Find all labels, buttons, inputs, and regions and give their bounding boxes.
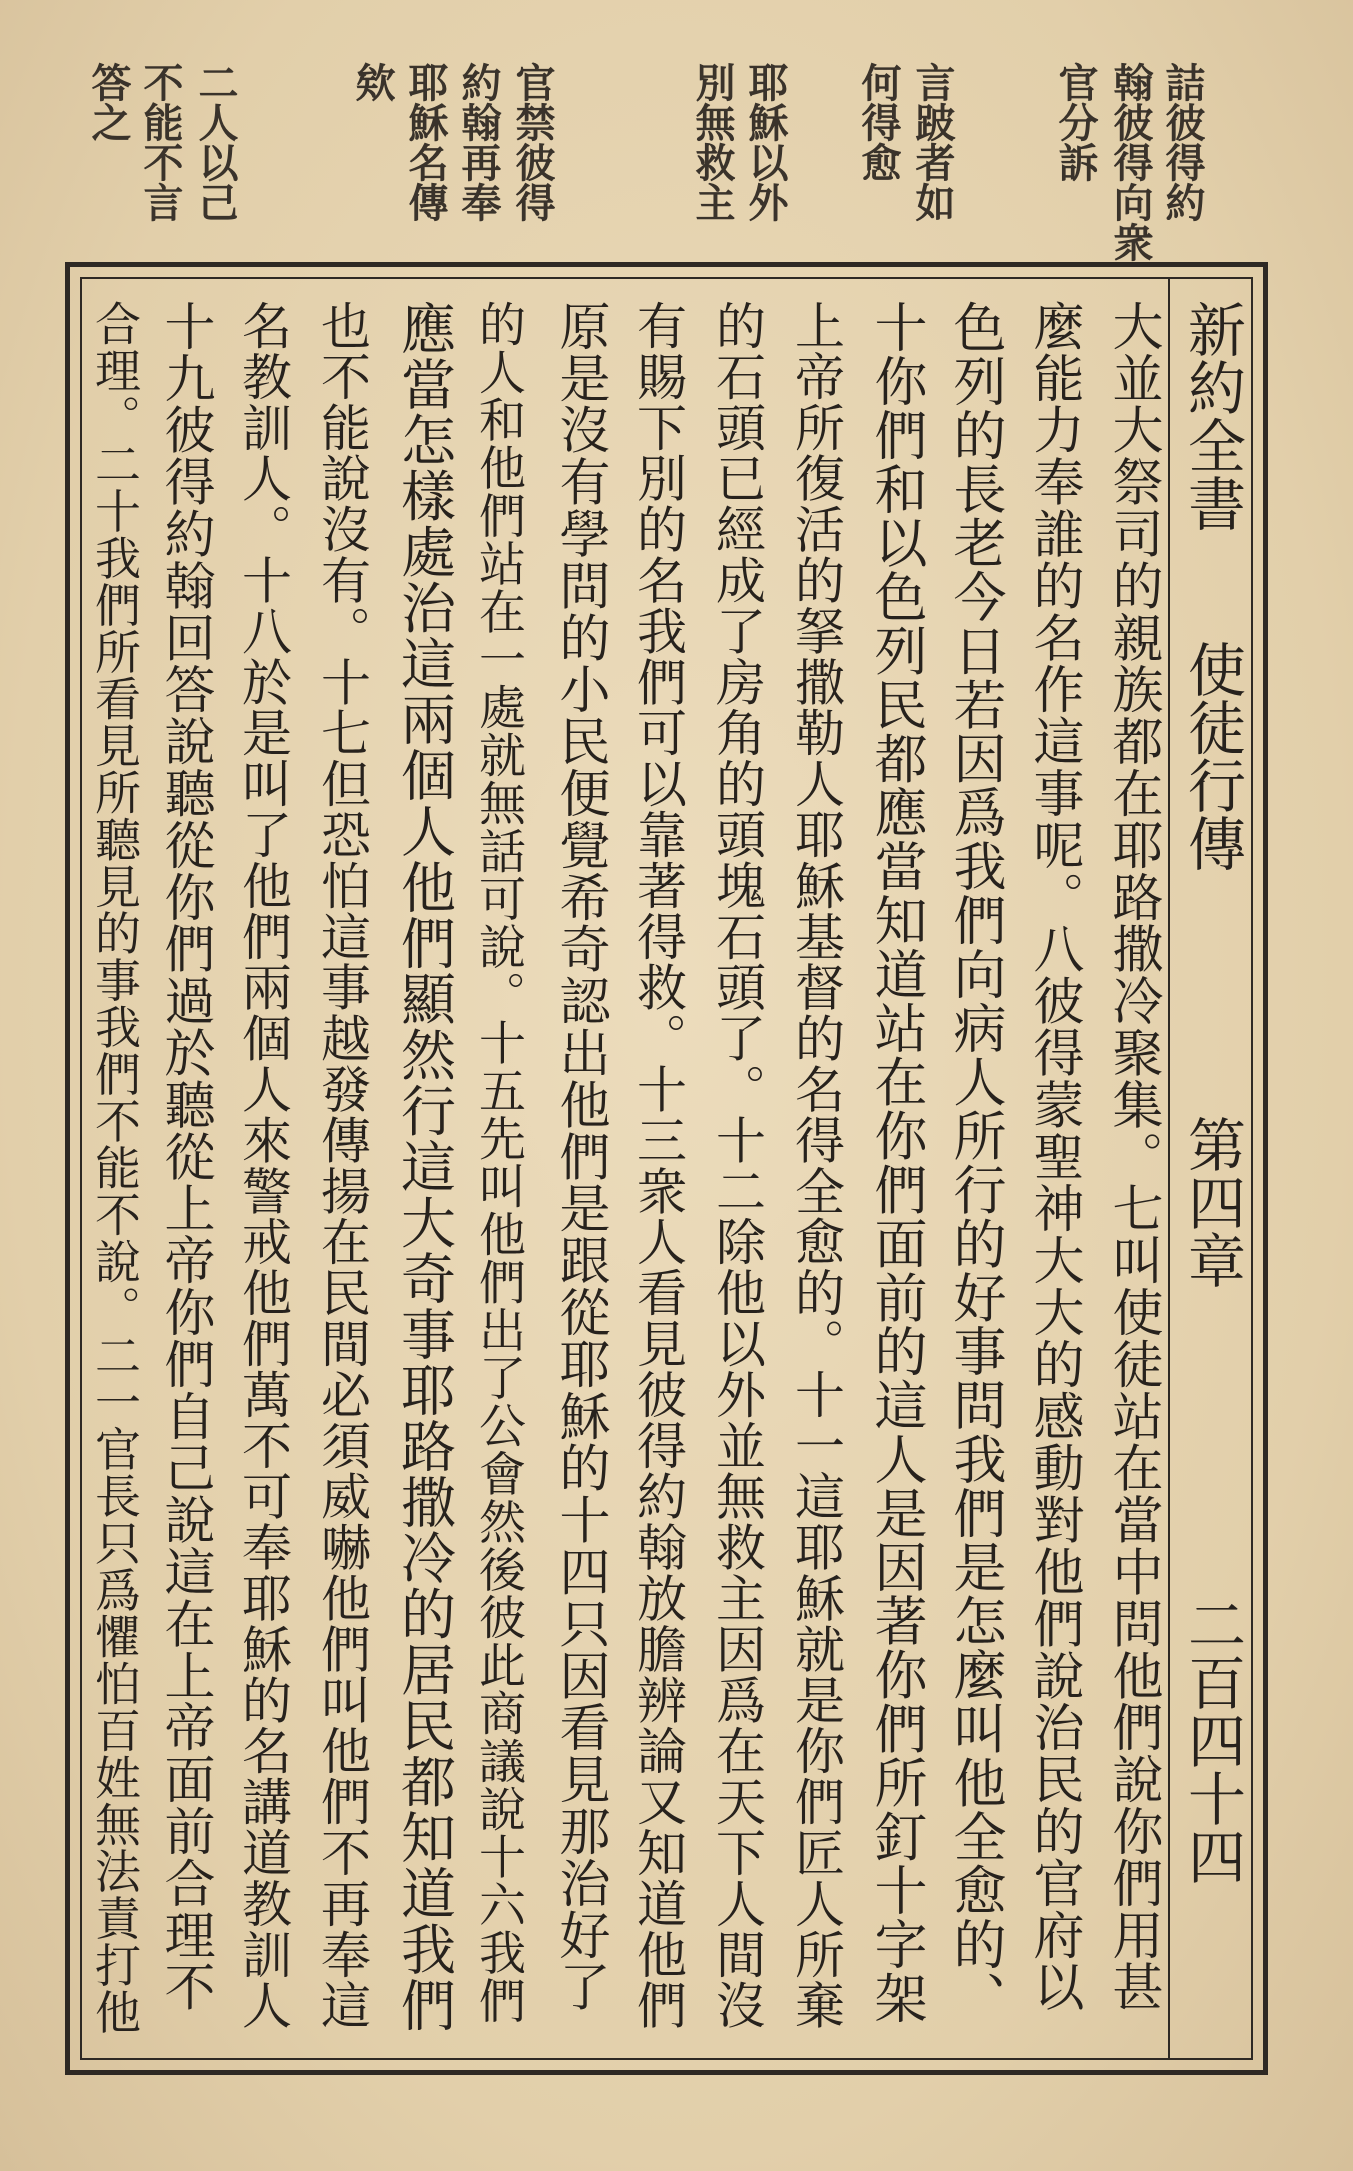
text-column: 有賜下別的名我們可以靠著得救。十三衆人看見彼得約翰放膽辨論又知道他們 xyxy=(629,300,687,2031)
text-column: 上帝所復活的拏撒勒人耶穌基督的名得全愈的。十一這耶穌就是你們匠人所棄 xyxy=(787,300,845,2031)
side-note: 言跛者如 xyxy=(909,62,956,222)
side-note: 答之 xyxy=(85,62,132,142)
side-note: 何得愈 xyxy=(855,62,902,182)
text-column: 的人和他們站在一處就無話可說。十五先叫他們出了公會然後彼此商議說十六我們 xyxy=(471,300,526,2025)
side-note: 耶穌名傳 xyxy=(402,62,449,222)
side-note: 詰彼得約 xyxy=(1159,62,1206,222)
text-column: 十你們和以色列民都應當知道站在你們面前的這人是因著你們所釘十字架 xyxy=(866,300,927,2025)
side-note: 不能不言 xyxy=(137,62,184,222)
side-note: 翰彼得向衆 xyxy=(1107,62,1154,262)
side-note: 約翰再奉 xyxy=(455,62,502,222)
side-note: 欸 xyxy=(349,62,396,102)
side-note: 別無救主 xyxy=(689,62,736,222)
text-column: 原是沒有學問的小民便覺希奇認出他們是跟從耶穌的十四只因看見那治好了 xyxy=(550,300,609,2013)
text-column: 十九彼得約翰回答說聽從你們過於聽從上帝你們自己說這在上帝面前合理不 xyxy=(155,300,214,2013)
book-title: 新約全書 xyxy=(1178,300,1246,532)
text-column: 名教訓人。十八於是叫了他們兩個人來警戒他們萬不可奉耶穌的名講道教訓人 xyxy=(234,300,292,2031)
text-column: 合理。二十我們所看見所聽見的事我們不能不說。二一官長只爲懼怕百姓無法責打他 xyxy=(88,300,142,2036)
header-divider xyxy=(1168,279,1170,2058)
chapter-label: 第四章 xyxy=(1178,1115,1246,1289)
book-name: 使徒行傳 xyxy=(1178,640,1246,872)
side-note: 耶穌以外 xyxy=(742,62,789,222)
side-note: 官分訴 xyxy=(1052,62,1099,182)
text-column: 也不能說沒有。十七但恐怕這事越發傳揚在民間必須威嚇他們叫他們不再奉這 xyxy=(313,300,371,2031)
text-column: 的石頭已經成了房角的頭塊石頭了。十二除他以外並無救主因爲在天下人間沒 xyxy=(708,300,766,2031)
text-column: 應當怎樣處治這兩個人他們顯然行這大奇事耶路撒冷的居民都知道我們 xyxy=(392,300,456,2033)
text-column: 麼能力奉誰的名作這事呢。八彼得蒙聖神大大的感動對他們說治民的官府以 xyxy=(1024,300,1083,2013)
side-note: 二人以己 xyxy=(192,62,239,222)
page-number: 二百四十四 xyxy=(1178,1595,1246,1885)
side-note: 官禁彼得 xyxy=(509,62,556,222)
text-column: 色列的長老今日若因爲我們向病人所行的好事問我們是怎麼叫他全愈的、 xyxy=(945,300,1006,2025)
text-column: 大並大祭司的親族都在耶路撒冷聚集。七叫使徒站在當中問他們說你們用甚 xyxy=(1103,300,1162,2013)
